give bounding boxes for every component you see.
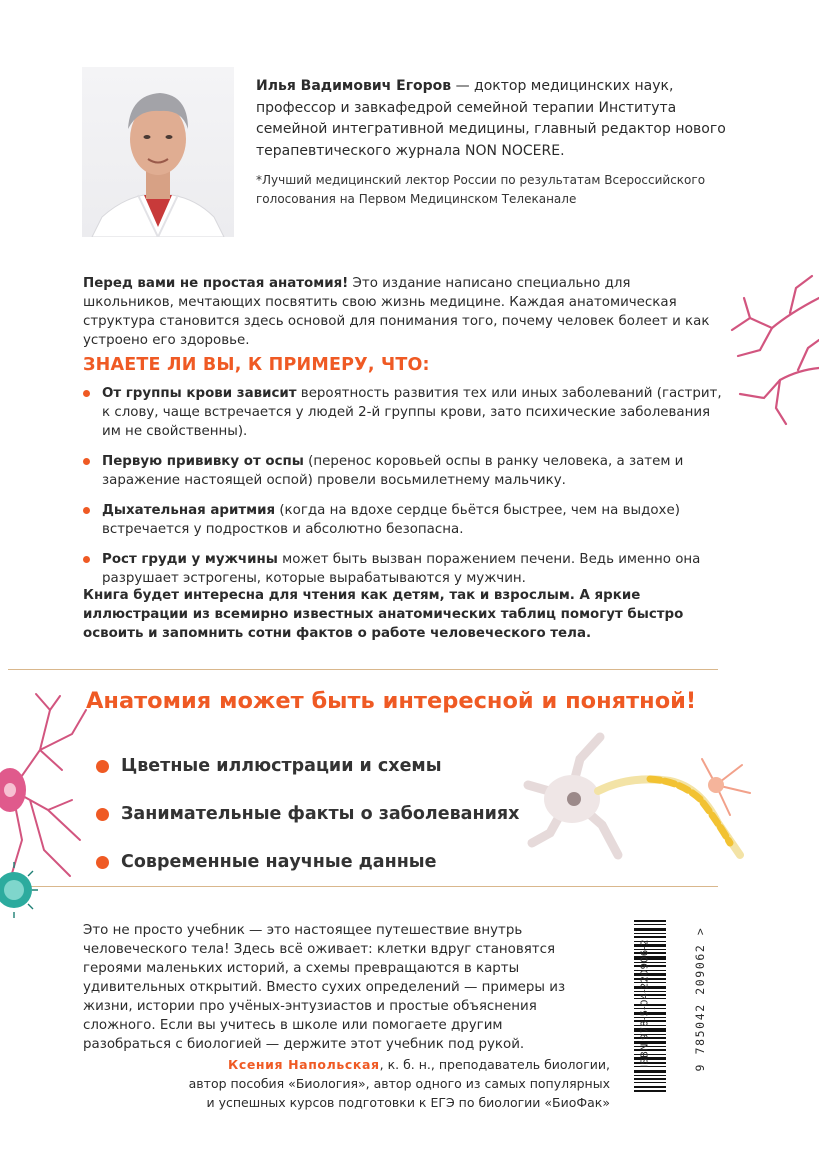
intro-text: Это издание написано специально для школьников, мечтающих посвятить свою жизнь медицине. Каждая анатомическая структура становится здесь основой для понимания того, почему человек болеет и как устроено его здоровье. [83,276,710,348]
feature-label: Занимательные факты о заболеваниях [121,804,520,824]
neuron-axon-icon [520,715,760,875]
feature-label: Цветные иллюстрации и схемы [121,756,442,776]
fact-text: (когда на вдохе сердце бьётся быстрее, чем на выдохе) встречается у подростков и абсолютно безопасна. [102,503,680,537]
review-signature [170,1055,610,1112]
reviewer-desc-1: , к. б. н., преподаватель биологии, [379,1057,610,1072]
review-text: Это не просто учебник — это настоящее путешествие внутрь человеческого тела! Здесь всё оживает: клетки вдруг становятся героями маленьких историй, а схемы превращаются в карты удивительных открытий. Вместо сухих определений — примеры из жизни, истории про учёных-энтузиастов и простые объяснения сложного. Если вы учитесь в школе или помогаете другим разобраться с биологией — держите этот учебник под рукой. [83,923,566,1052]
fact-text: (перенос коровьей оспы в ранку человека, а затем и заражение настоящей оспой) провели восьмилетнему мальчику. [102,454,684,488]
ean-number: 9 785042 209062 > [693,926,707,1072]
intro-paragraph [83,274,719,350]
facts-heading: ЗНАЕТЕ ЛИ ВЫ, К ПРИМЕРУ, ЧТО: [83,355,430,375]
fact-item [83,501,723,539]
bullet-icon [96,856,109,869]
fact-text: может быть вызван поражением печени. Ведь именно она разрушает эстрогены, которые вырабатываются у мужчин. [102,552,701,586]
divider-bottom [8,886,718,887]
fact-item [83,550,723,588]
fact-bold: Рост груди у мужчины [102,552,278,567]
reviewer-desc-2: автор пособия «Биология», автор одного из самых популярных [188,1076,610,1091]
intro-lead: Перед вами не простая анатомия! [83,276,349,291]
author-name: Илья Вадимович Егоров [256,78,452,94]
author-award-note: *Лучший медицинский лектор России по результатам Всероссийского голосования на Первом Медицинском Телеканале [256,173,706,206]
bullet-icon [96,760,109,773]
reviewer-desc-3: и успешных курсов подготовки к ЕГЭ по биологии «БиоФак» [206,1095,610,1110]
summary-paragraph: Книга будет интересна для чтения как детям, так и взрослым. А яркие иллюстрации из всемирно известных анатомических таблиц помогут быстро освоить и запомнить сотни фактов о работе человеческого тела. [83,588,684,641]
feature-label: Современные научные данные [121,852,437,872]
reviewer-name: Ксения Напольская [228,1057,380,1072]
slogan: Анатомия может быть интересной и понятной! [86,688,697,714]
fact-item [83,384,723,441]
fact-item [83,452,723,490]
feature-item [96,790,519,838]
bullet-icon [96,808,109,821]
feature-item [96,838,519,886]
author-description: — доктор медицинских наук, профессор и завкафедрой семейной терапии Института семейной интегративной медицины, главный редактор нового терапевтического журнала NON NOCERE. [256,78,726,159]
author-photo [82,67,234,237]
signature-line-1 [170,1055,610,1074]
feature-item [96,742,519,790]
neuron-branch-icon [720,258,819,428]
facts-list [83,384,723,599]
author-bio [256,76,726,162]
neuron-cell-icon [0,690,90,930]
fact-bold: Первую прививку от оспы [102,454,304,469]
fact-bold: Дыхательная аритмия [102,503,276,518]
fact-bold: От группы крови зависит [102,386,297,401]
divider-top [8,669,718,670]
author-portrait [82,67,234,237]
fact-text: вероятность развития тех или иных заболеваний (гастрит, к слову, чаще встречается у людей 2-й группы крови, зато психические заболевания им не свойственны). [102,386,722,439]
features-list [96,742,519,886]
isbn-label: ISBN 978-5-04-220906-2 [639,939,651,1068]
